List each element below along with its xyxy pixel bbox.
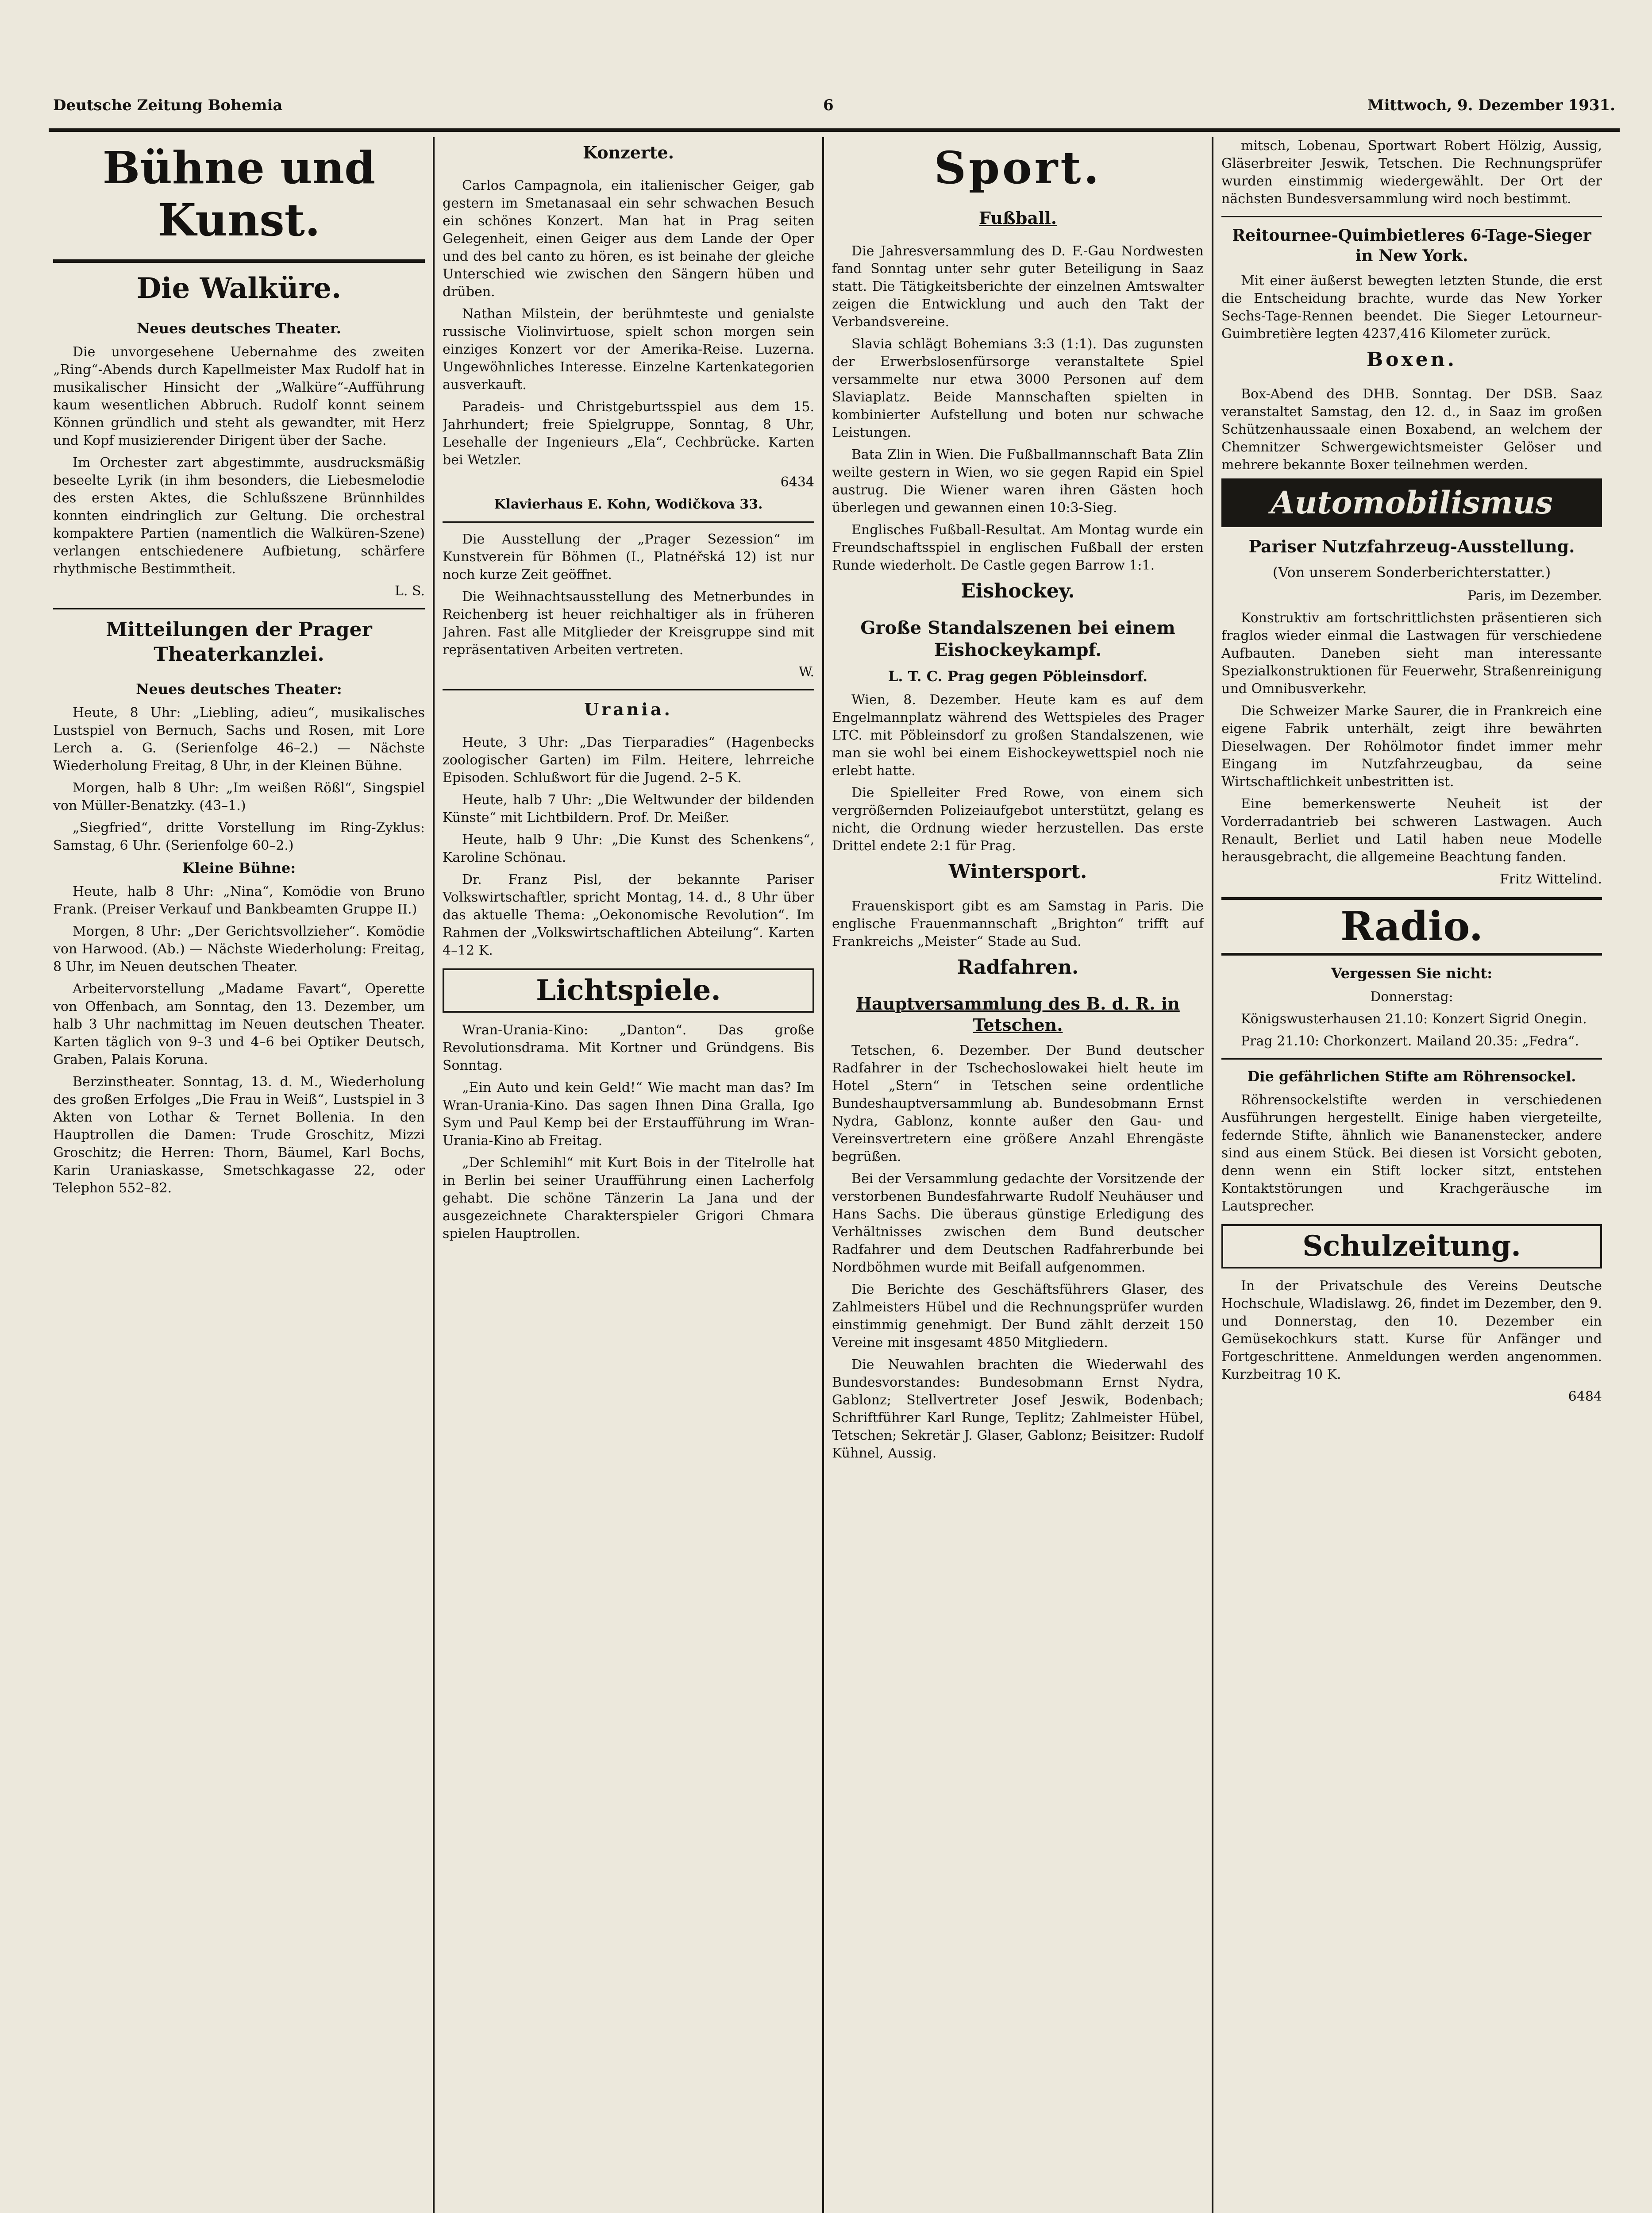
- sport-paragraph: Die Jahresversammlung des D. F.-Gau Nordwesten fand Sonntag unter sehr guter Beteiligung in Saaz statt. Die Tätigkeitsberichte der einzelnen Amtswalter zeigen die Entwicklung und auch den Takt der Verbandsvereine.: [832, 243, 1204, 330]
- notice-paragraph: Morgen, halb 8 Uhr: „Im weißen Rößl“, Singspiel von Müller-Benatzky. (43–1.): [53, 780, 425, 813]
- radio-day: Donnerstag:: [1370, 989, 1453, 1005]
- eishockey-heading: Eishockey.: [961, 580, 1075, 602]
- divider: [53, 608, 425, 609]
- sport-paragraph: Wien, 8. Dezember. Heute kam es auf dem Engelmannplatz während des Wettspieles des Prager LTC. mit Pöbleinsdorf zu großen Standalszenen, wie man sie wohl bei einem Eishockeywettspiel noch nie erlebt hatte.: [832, 692, 1204, 779]
- page-number: 6: [823, 96, 834, 114]
- kleine-buehne-heading: Kleine Bühne:: [182, 860, 296, 876]
- sport-paragraph: Bata Zlin in Wien. Die Fußballmannschaft Bata Zlin weilte gestern in Wien, wo sie gegen Rapid ein Spiel austrug. Die Wiener waren ihren Gästen hoch überlegen und gewannen einen 10:3-Sieg.: [832, 447, 1204, 516]
- column-rule: [1212, 137, 1213, 2213]
- klavierhaus-line: Klavierhaus E. Kohn, Wodičkova 33.: [494, 497, 763, 512]
- radfahren-headline: Hauptversammlung des B. d. R. in Tetschen.: [856, 994, 1180, 1035]
- notice-paragraph: Berzinstheater. Sonntag, 13. d. M., Wiederholung des großen Erfolges „Die Frau in Weiß“, Lustspiel in 3 Akten von Lothar & Ternet Bollenia. In den Hauptrollen die Damen: Trude Groschitz, Mizzi Groschitz; die Herren: Thorn, Bäumel, Karl Bochs, Karin Uraniaskasse, Smetschkagasse 22, oder Telephon 552–82.: [53, 1074, 425, 1196]
- sport-paragraph: Frauenskisport gibt es am Samstag in Paris. Die englische Frauenmannschaft „Brighton“ trifft auf Frankreichs „Meister“ Stade au Sud.: [832, 898, 1204, 949]
- divider: [443, 689, 814, 690]
- stifte-headline: Die gefährlichen Stifte am Röhrensockel.: [1247, 1068, 1576, 1085]
- sport-paragraph: Slavia schlägt Bohemians 3:3 (1:1). Das zugunsten der Erwerbslosenfürsorge veranstaltete Spiel versammelte nur etwa 3000 Personen auf dem Slaviaplatz. Beide Mannschaften spielten in kombinierter Aufstellung und boten nur schwache Leistungen.: [832, 336, 1204, 440]
- article-paragraph: Die unvorgesehene Uebernahme des zweiten „Ring“-Abends durch Kapellmeister Max Rudolf hat in musikalischer Hinsicht der „Walküre“-Aufführung kaum wesentlichen Abbruch. Rudolf konnt seinem Können gründlich und steht als gewandter, mit Herz und Kopf musizierender Dirigent über der Sache.: [53, 344, 425, 448]
- notice-paragraph: Heute, halb 8 Uhr: „Nina“, Komödie von Bruno Frank. (Preiser Verkauf und Bankbeamten Gruppe II.): [53, 884, 425, 917]
- eishockey-headline: Große Standalszenen bei einem Eishockeykampf.: [860, 617, 1175, 660]
- article-paragraph: Im Orchester zart abgestimmte, ausdrucksmäßig beseelte Lyrik (in ihm besonders, die Liebesmelodie des ersten Aktes, die Schlußszene Brünnhildes konnten eindringlich zur Geltung. Die orchestral kompaktere Partien (namentlich die Walküren-Szene) verlangen entschiedenere Aufbietung, schärfere rhythmische Bestimmtheit.: [53, 455, 425, 577]
- exhibition-paragraph: Die Weihnachtsausstellung des Metnerbundes in Reichenberg ist heuer reichhaltiger als in früheren Jahren. Fast alle Mitglieder der Kreisgruppe sind mit repräsentativen Arbeiten vertreten.: [443, 589, 814, 658]
- ad-number: 6434: [780, 474, 814, 490]
- divider: [1221, 1058, 1602, 1060]
- sport-paragraph: Die Berichte des Geschäftsführers Glaser, des Zahlmeisters Hübel und die Rechnungsprüfer wurden einstimmig genehmigt. Der Bund zählt derzeit 150 Vereine mit insgesamt 4850 Mitgliedern.: [832, 1282, 1204, 1350]
- column-buehne: [53, 137, 425, 2213]
- column-misc: [1221, 137, 1602, 2213]
- schulzeitung-heading: Schulzeitung.: [1221, 1224, 1602, 1268]
- exhibition-paragraph: Die Ausstellung der „Prager Sezession“ im Kunstverein für Böhmen (I., Platnéřská 12) ist nur noch kurze Zeit geöffnet.: [443, 532, 814, 582]
- notice-paragraph: Heute, 8 Uhr: „Liebling, adieu“, musikalisches Lustspiel von Bernuch, Sachs und Rosen, mit Lore Lerch a. G. (Serienfolge 46–2.) — Nächste Wiederholung Freitag, 8 Uhr, in der Kleinen Bühne.: [53, 705, 425, 774]
- sport-paragraph: mitsch, Lobenau, Sportwart Robert Hölzig, Aussig, Gläserbreiter Jeswik, Tetschen. Die Rechnungsprüfer wurden einstimmig wiedergewählt. Der Ort der nächsten Bundesversammlung wird noch bestimmt.: [1221, 138, 1602, 207]
- column-konzerte: [443, 137, 814, 2213]
- divider: [443, 521, 814, 523]
- article-signature: W.: [798, 664, 814, 680]
- newspaper-name: Deutsche Zeitung Bohemia: [53, 96, 283, 114]
- urania-paragraph: Heute, halb 7 Uhr: „Die Weltwunder der bildenden Künste“ mit Lichtbildern. Prof. Dr. Meißer.: [443, 792, 814, 825]
- sport-paragraph: Englisches Fußball-Resultat. Am Montag wurde ein Freundschaftsspiel in englischen Fußball der ersten Runde wiederholt. De Castle gegen Barrow 1:1.: [832, 522, 1204, 573]
- column-rule: [433, 137, 435, 2213]
- concert-paragraph: Carlos Campagnola, ein italienischer Geiger, gab gestern im Smetanasaal ein sehr schwachen Besuch ein schönes Konzert. Man hat in Prag seiten Gelegenheit, einen Geiger aus dem Lande der Oper und des bel canto zu hören, es ist beinahe der gleiche Unterschied wie zwischen den Sängern hüben und drüben.: [443, 178, 814, 300]
- article-title-walkuere: Die Walküre.: [136, 272, 342, 305]
- auto-headline: Pariser Nutzfahrzeug-Ausstellung.: [1248, 536, 1575, 556]
- sport-title: Sport.: [934, 142, 1102, 194]
- mitteilungen-title: Mitteilungen der Prager Theaterkanzlei.: [106, 618, 372, 666]
- sport-paragraph: Die Spielleiter Fred Rowe, von einem sich vergrößernden Polizeiaufgebot unterstützt, gelang es nicht, die Ordnung wieder herzustellen. Das erste Drittel endete 2:1 für Prag.: [832, 785, 1204, 854]
- school-paragraph: In der Privatschule des Vereins Deutsche Hochschule, Wladislawg. 26, findet im Dezember, den 9. und Donnerstag, den 10. Dezember ein Gemüsekochkurs statt. Kurse für Anfänger und Fortgeschrittene. Anmeldungen werden angenommen. Kurzbeitrag 10 K.: [1221, 1278, 1602, 1382]
- sport-paragraph: Die Neuwahlen brachten die Wiederwahl des Bundesvorstandes: Bundesobmann Ernst Nydra, Gablonz; Stellvertreter Josef Jeswik, Bodenbach; Schriftführer Karl Runge, Teplitz; Zahlmeister Hübel, Tetschen; Sekretär J. Glaser, Gablonz; Beisitzer: Rudolf Kühnel, Aussig.: [832, 1357, 1204, 1461]
- auto-byline: (Von unserem Sonderberichterstatter.): [1272, 564, 1551, 581]
- radio-listing: Königswusterhausen 21.10: Konzert Sigrid Onegin.: [1241, 1011, 1587, 1027]
- sport-paragraph: Box-Abend des DHB. Sonntag. Der DSB. Saaz veranstaltet Samstag, den 12. d., in Saaz im großen Schützenhaussaale einen Boxabend, an welchem der Chemnitzer Schwergewichtsmeister Gelöser und mehrere bekannte Boxer teilnehmen werden.: [1221, 386, 1602, 473]
- sport-paragraph: Tetschen, 6. Dezember. Der Bund deutscher Radfahrer in der Tschechoslowakei hielt heute im Hotel „Stern“ in Tetschen seine ordentliche Bundeshauptversammlung ab. Bundesobmann Ernst Nydra, Gablonz, konnte außer den Gau- und Vereinsvertretern eine größere Anzahl Ehrengäste begrüßen.: [832, 1043, 1204, 1164]
- automobilismus-banner: Automobilismus: [1221, 478, 1602, 527]
- radio-paragraph: Röhrensockelstifte werden in verschiedenen Ausführungen hergestellt. Einige haben viergeteilte, federnde Stifte, ähnlich wie Bananenstecker, andere sind aus einem Stück. Bei diesen ist Vorsicht geboten, denn wenn ein Stift locker sitzt, entstehen Kontaktstörungen und Krachgeräusche im Lautsprecher.: [1221, 1092, 1602, 1214]
- radio-listing: Prag 21.10: Chorkonzert. Mailand 20.35: „Fedra“.: [1241, 1033, 1579, 1049]
- mitteilungen-subtitle: Neues deutsches Theater:: [136, 681, 342, 698]
- section-rule: [53, 259, 425, 263]
- urania-paragraph: Dr. Franz Pisl, der bekannte Pariser Volkswirtschaftler, spricht Montag, 14. d., 8 Uhr über das aktuelle Thema: „Oekonomische Revolution“. Im Rahmen der „Volkswirtschaftlichen Abteilung“. Karten 4–12 K.: [443, 872, 814, 958]
- lichtspiele-title: Lichtspiele.: [443, 968, 814, 1013]
- auto-paragraph: Konstruktiv am fortschrittlichsten präsentieren sich fraglos wieder einmal die Lastwagen für verschiedene Aufbauten. Daneben sieht man interessante Spezialkonstruktionen für Feuerwehr, Straßenreinigung und Omnibusverkehr.: [1221, 610, 1602, 697]
- issue-date: Mittwoch, 9. Dezember 1931.: [1367, 96, 1615, 114]
- auto-signature: Fritz Wittelind.: [1499, 871, 1602, 887]
- concert-paragraph: Paradeis- und Christgeburtsspiel aus dem 15. Jahrhundert; freie Spielgruppe, Sonntag, 8 Uhr, Lesehalle der Ingenieurs „Ela“, Cechbrücke. Karten bei Wetzler.: [443, 399, 814, 468]
- section-title-buehne: Bühne und Kunst.: [102, 142, 376, 246]
- notice-paragraph: Arbeitervorstellung „Madame Favart“, Operette von Offenbach, am Sonntag, den 13. Dezember, um halb 3 Uhr nachmittag im Neuen deutschen Theater. Karten täglich von 9–3 und 4–6 bei Optiker Deutsch, Graben, Palais Koruna.: [53, 981, 425, 1068]
- boxen-heading: Boxen.: [1366, 348, 1457, 371]
- cinema-paragraph: „Ein Auto und kein Geld!“ Wie macht man das? Im Wran-Urania-Kino. Das sagen Ihnen Dina Gralla, Igo Sym und Paul Kemp bei der Erstaufführung im Wran-Urania-Kino ab Freitag.: [443, 1080, 814, 1149]
- page-header: [53, 93, 1615, 124]
- cinema-paragraph: „Der Schlemihl“ mit Kurt Bois in der Titelrolle hat in Berlin bei seiner Uraufführung einen Lacherfolg gehabt. Die schöne Tänzerin La Jana und der ausgezeichnete Charakterspieler Grigori Chmara spielen Hauptrollen.: [443, 1155, 814, 1241]
- eishockey-subline: L. T. C. Prag gegen Pöbleinsdorf.: [888, 668, 1148, 685]
- sport-paragraph: Mit einer äußerst bewegten letzten Stunde, die erst die Entscheidung brachte, wurde das New Yorker Sechs-Tage-Rennen beendet. Die Sieger Letourneur-Guimbretière legten 4237,416 Kilometer zurück.: [1221, 273, 1602, 342]
- header-rule: [49, 128, 1620, 132]
- radio-reminder: Vergessen Sie nicht:: [1331, 965, 1493, 982]
- wintersport-heading: Wintersport.: [948, 860, 1087, 883]
- konzerte-title: Konzerte.: [583, 143, 674, 162]
- ad-number: 6484: [1568, 1389, 1602, 1404]
- urania-title: Urania.: [584, 699, 673, 719]
- notice-paragraph: „Siegfried“, dritte Vorstellung im Ring-Zyklus: Samstag, 6 Uhr. (Serienfolge 60–2.): [53, 820, 425, 853]
- auto-dateline: Paris, im Dezember.: [1467, 588, 1602, 604]
- radfahren-heading: Radfahren.: [957, 956, 1079, 979]
- notice-paragraph: Morgen, 8 Uhr: „Der Gerichtsvollzieher“. Komödie von Harwood. (Ab.) — Nächste Wiederholung: Freitag, 8 Uhr, im Neuen deutschen Theater.: [53, 924, 425, 975]
- sport-paragraph: Bei der Versammlung gedachte der Vorsitzende der verstorbenen Bundesfahrwarte Rudolf Neuhäuser und Hans Sachs. Die überaus günstige Erledigung des Verhältnisses zwischen dem Bund deutscher Radfahrer und dem Deutschen Radfahrerbunde bei Nordböhmen wurde mit Beifall aufgenommen.: [832, 1171, 1204, 1275]
- urania-paragraph: Heute, 3 Uhr: „Das Tierparadies“ (Hagenbecks zoologischer Garten) im Film. Heitere, lehrreiche Episoden. Schlußwort für die Jugend. 2–5 K.: [443, 735, 814, 786]
- auto-paragraph: Die Schweizer Marke Saurer, die in Frankreich eine eigene Fabrik unterhält, zeigt ihre bewährten Dieselwagen. Der Rohölmotor findet immer mehr Eingang im Nutzfahrzeugbau, da seine Wirtschaftlichkeit unbestritten ist.: [1221, 703, 1602, 790]
- article-signature: L. S.: [394, 583, 425, 599]
- column-sport: [832, 137, 1204, 2213]
- auto-paragraph: Eine bemerkenswerte Neuheit ist der Vorderradantrieb bei schweren Lastwagen. Auch Renault, Berliet und Latil haben neue Modelle herausgebracht, die allgemeine Beachtung fanden.: [1221, 796, 1602, 865]
- sechstage-headline: Reitournee-Quimbietleres 6-Tage-Sieger in New York.: [1232, 226, 1591, 265]
- concert-paragraph: Nathan Milstein, der berühmteste und genialste russische Violinvirtuose, spielt schon morgen sein einziges Konzert vor der Amerika-Reise. Luzerna. Ungewöhnliches Interesse. Einzelne Kartenkategorien ausverkauft.: [443, 306, 814, 393]
- radio-heading: Radio.: [1221, 897, 1602, 956]
- fussball-heading: Fußball.: [978, 208, 1057, 228]
- urania-paragraph: Heute, halb 9 Uhr: „Die Kunst des Schenkens“, Karoline Schönau.: [443, 832, 814, 865]
- column-rule: [822, 137, 824, 2213]
- cinema-paragraph: Wran-Urania-Kino: „Danton“. Das große Revolutionsdrama. Mit Kortner und Gründgens. Bis Sonntag.: [443, 1022, 814, 1073]
- divider: [1221, 216, 1602, 217]
- article-subtitle: Neues deutsches Theater.: [137, 320, 341, 337]
